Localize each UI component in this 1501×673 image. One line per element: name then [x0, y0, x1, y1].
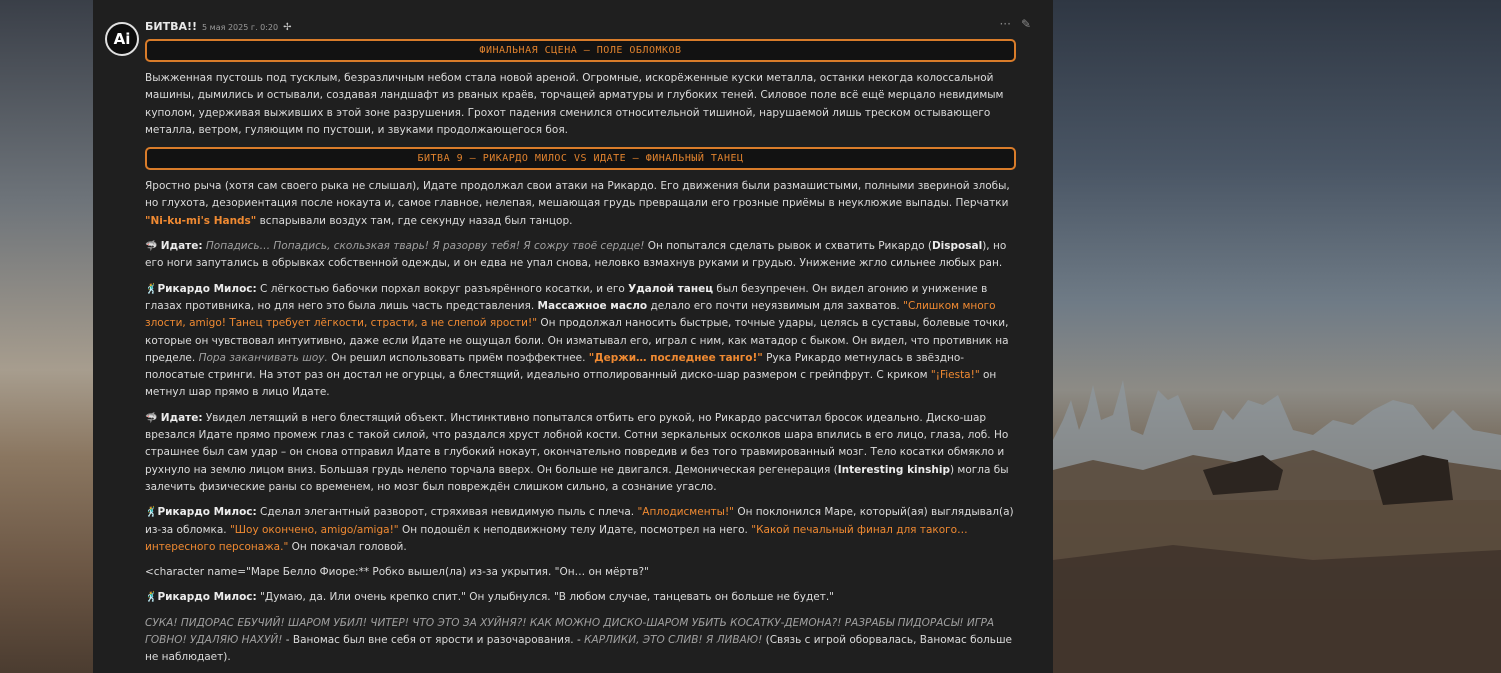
message-actions — [999, 17, 1031, 31]
background-wasteland-left — [0, 0, 93, 673]
more-icon[interactable]: ··· — [999, 17, 1011, 31]
timestamp: 5 мая 2025 г. 0:20 — [202, 23, 279, 32]
speaker-name: Идате: — [160, 240, 203, 253]
paragraph-ricardo-dance: 🕺Рикардо Милос: С лёгкостью бабочки порхал вокруг разъярённого косатки, и его Удалой танец был безупречен. Он видел агонию и унижение в глазах противника, но для него это была лишь часть представления. Массажное масло делало его почти неуязвимым для захватов. "Слишком много злости, amigo! Танец требует лёгкости, страсти, а не слепой ярости!" Он продолжал наносить быстрые, точные удары, целясь в суставы, болевые точки, которые он чувствовал интуитивно, даже если Идате не ощущал боли. Он изматывал его, играл с ним, как матадор с быком. Он видел, что противник на пределе. Пора заканчивать шоу. Он решил использовать приём поэффектнее. "Держи… последнее танго!" Рука Рикардо метнулась в звёздно-полосатые стринги. На этот раз он достал не огурцы, а блестящий, идеально отполированный диско-шар размером с грейпфрут. С криком "¡Fiesta!" он метнул шар прямо в лицо Идате. — [145, 282, 1009, 399]
paragraph-ricardo-final: 🕺Рикардо Милос: "Думаю, да. Или очень крепко спит." Он улыбнулся. "В любом случае, танцевать он больше не будет." — [145, 591, 835, 604]
paragraph-vanomas: СУКА! ПИДОРАС ЕБУЧИЙ! ШАРОМ УБИЛ! ЧИТЕР! ЧТО ЭТО ЗА ХУЙНЯ?! КАК МОЖНО ДИСКО-ШАРОМ УБИТЬ КОСАТКУ-ДЕМОНА?! РАЗРАБЫ ПИДОРАСЫ! ИГРА ГОВНО! УДАЛЯЮ НАХУЙ! - Ваномас был вне себя от ярости и разочарования. - КАРЛИКИ, ЭТО СЛИВ! Я ЛИВАЮ! (Связь с игрой оборвалась, Ваномас больше не наблюдает). — [145, 616, 1013, 664]
paragraph-ricardo-bow: 🕺Рикардо Милос: Сделал элегантный разворот, стряхивая невидимую пыль с плеча. "Аплодисменты!" Он поклонился Маре, который(ая) выглядывал(а) из-за обломка. "Шоу окончено, amigo/amiga!" Он подошёл к неподвижному телу Идате, посмотрел на него. "Какой печальный финал для такого… интересного персонажа." Он покачал головой. — [145, 506, 1014, 553]
background-wasteland-right — [1053, 0, 1501, 673]
avatar[interactable]: Ai — [105, 22, 139, 56]
edit-icon[interactable]: ✎ — [1020, 17, 1031, 31]
speaker-name: Рикардо Милос: — [157, 591, 257, 604]
shark-icon: 🦈 — [145, 241, 158, 253]
paragraph-idate-knockout: 🦈 Идате: Увидел летящий в него блестящий объект. Инстинктивно попытался отбить его рукой, но Рикардо рассчитал бросок идеально. Диско-шар врезался Идате прямо промеж глаз с такой силой, что раздался хруст лобной кости. Сотни зеркальных осколков шара впились в его лицо, глаза, лоб. Но страшнее был сам удар – он снова отправил Идате в глубокий нокаут, окончательно повредив и без того травмированный мозг. Тело косатки обмякло и рухнуло на землю лицом вниз. Большая грудь нелепо торчала вверх. Он больше не двигался. Демоническая регенерация (Interesting kinship) могла бы залечить физические раны со временем, но мозг был повреждён слишком сильно, а сознание угасло. — [145, 411, 1009, 493]
message-content — [145, 39, 1016, 673]
dancer-icon: 🕺 — [145, 283, 158, 295]
ruined-city-silhouette — [1053, 0, 1501, 673]
message-post — [93, 0, 1053, 673]
shark-icon: 🦈 — [145, 412, 158, 424]
speaker-name: Рикардо Милос: — [157, 506, 257, 519]
paragraph-mare: <character name="Маре Белло Фиоре:** Робко вышел(ла) из-за укрытия. "Он… он мёртв?" — [145, 566, 649, 579]
dancer-icon: 🕺 — [145, 592, 158, 604]
scene-banner: ФИНАЛЬНАЯ СЦЕНА – ПОЛЕ ОБЛОМКОВ — [145, 39, 1016, 62]
paragraph-idate-attack: Яростно рыча (хотя сам своего рыка не слышал), Идате продолжал свои атаки на Рикардо. Его движения были размашистыми, полными звериной злобы, но глухота, дезориентация после нокаута и, самое главное, нелепая, мешающая грудь превращали его грозные приёмы в неуклюжие выпады. Перчатки "Ni-ku-mi's Hands" вспарывали воздух там, где секунду назад был танцор. — [145, 180, 1010, 227]
speaker-name: Рикардо Милос: — [157, 282, 257, 295]
dancer-icon: 🕺 — [145, 507, 158, 519]
speaker-name: Идате: — [160, 411, 203, 424]
paragraph-scene: Выжженная пустошь под тусклым, безразличным небом стала новой ареной. Огромные, искорёженные куски металла, останки некогда колоссальной машины, дымились и остывали, создавая ландшафт из рваных краёв, торчащей арматуры и глубоких теней. Силовое поле всё ещё мерцало невидимым куполом, удерживая выживших в этой зоне разрушения. Грохот падения сменился относительной тишиной, нарушаемой лишь треском остывающего металла, ветром, гуляющим по пустоши, и звуками продолжающегося боя. — [145, 72, 1004, 136]
battle-banner: БИТВА 9 – РИКАРДО МИЛОС VS ИДАТЕ – ФИНАЛЬНЫЙ ТАНЕЦ — [145, 147, 1016, 170]
paragraph-idate-line: 🦈 Идате: Попадись… Попадись, скользкая тварь! Я разорву тебя! Я сожру твоё сердце! Он попытался сделать рывок и схватить Рикардо (Disposal), но его ноги запутались в обрывках собственной одежды, и он едва не упал снова, неловко взмахнув руками и грудью. Унижение жгло сильнее любых ран. — [145, 240, 1007, 270]
pin-icon: ✢ — [283, 22, 292, 33]
author-name[interactable]: БИТВА!! — [145, 20, 198, 33]
message-header — [145, 20, 292, 34]
